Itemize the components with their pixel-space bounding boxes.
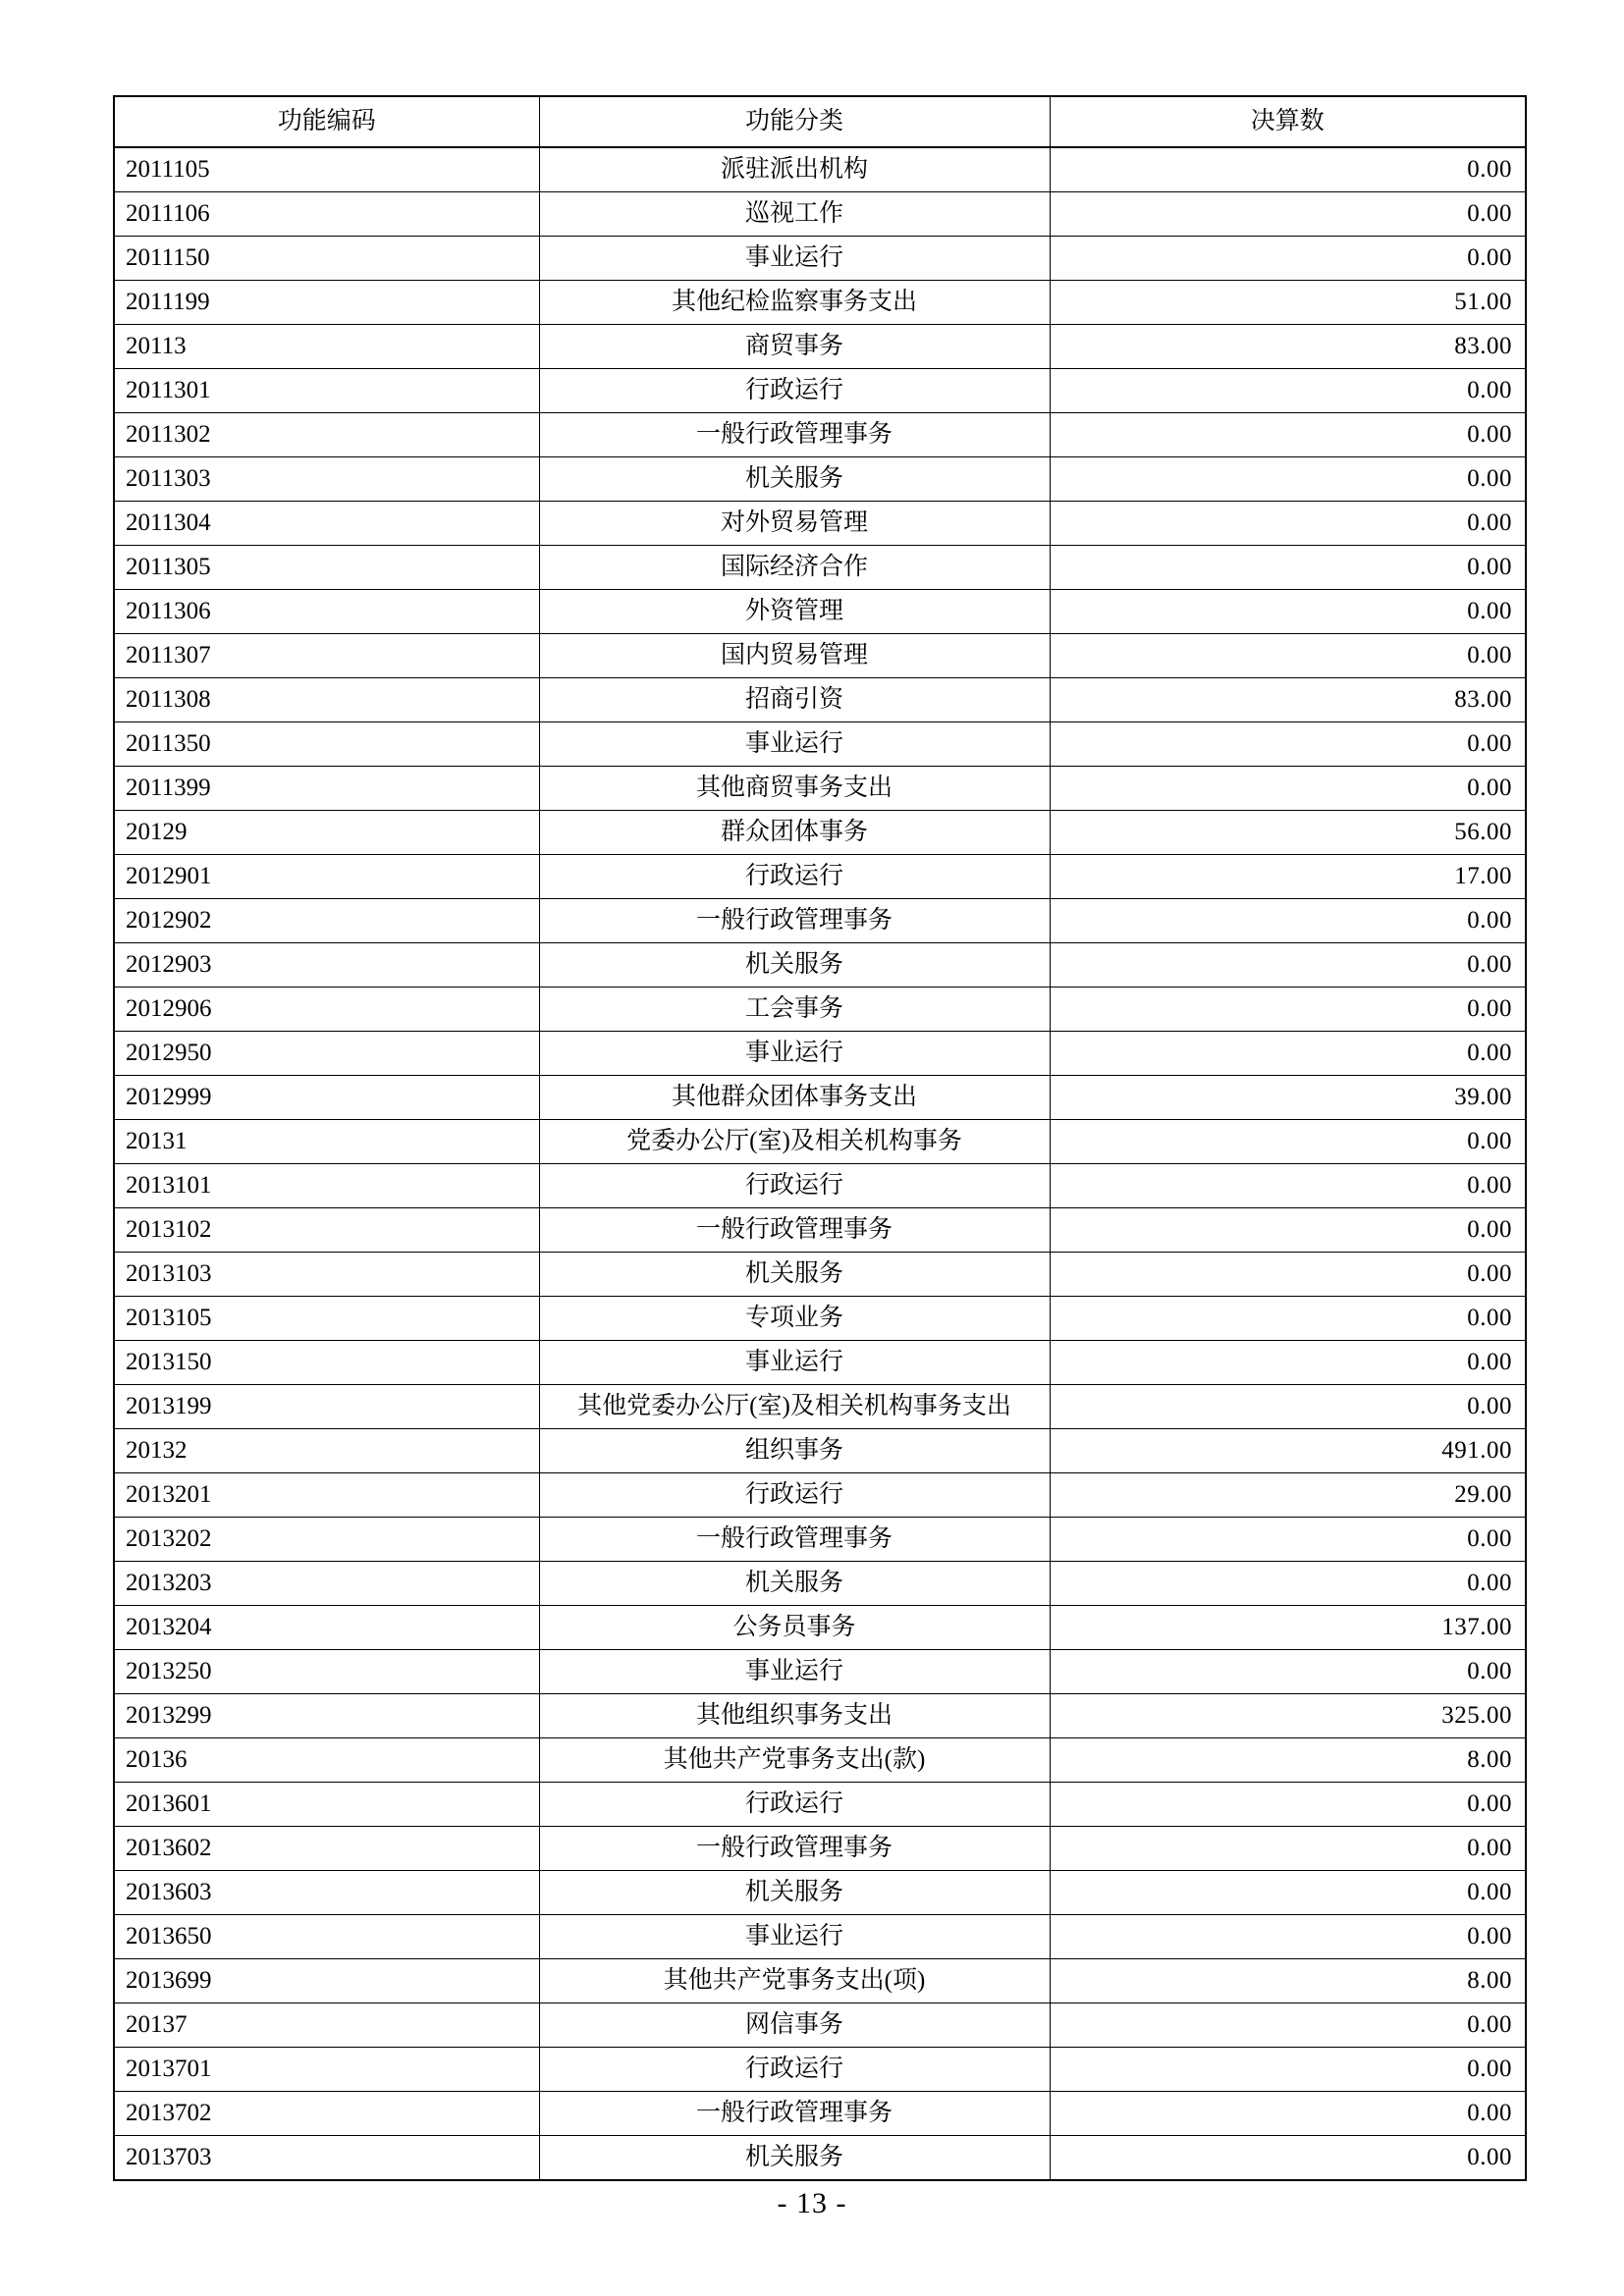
cell-function-name: 事业运行 bbox=[539, 1915, 1050, 1959]
cell-function-code: 2012901 bbox=[114, 855, 539, 899]
cell-final-amount: 0.00 bbox=[1050, 767, 1526, 811]
cell-function-code: 2013603 bbox=[114, 1871, 539, 1915]
cell-final-amount: 0.00 bbox=[1050, 1871, 1526, 1915]
cell-final-amount: 0.00 bbox=[1050, 147, 1526, 192]
cell-final-amount: 0.00 bbox=[1050, 988, 1526, 1032]
cell-final-amount: 0.00 bbox=[1050, 457, 1526, 502]
cell-function-code: 2011305 bbox=[114, 546, 539, 590]
cell-final-amount: 51.00 bbox=[1050, 281, 1526, 325]
cell-function-name: 其他组织事务支出 bbox=[539, 1694, 1050, 1738]
cell-function-name: 其他商贸事务支出 bbox=[539, 767, 1050, 811]
table-row bbox=[114, 2092, 1526, 2136]
cell-function-code: 2013703 bbox=[114, 2136, 539, 2181]
cell-function-name: 其他群众团体事务支出 bbox=[539, 1076, 1050, 1120]
table-row bbox=[114, 1562, 1526, 1606]
cell-final-amount: 0.00 bbox=[1050, 1518, 1526, 1562]
table-row bbox=[114, 1297, 1526, 1341]
table-row bbox=[114, 899, 1526, 943]
cell-function-code: 20131 bbox=[114, 1120, 539, 1164]
cell-function-code: 2013102 bbox=[114, 1208, 539, 1253]
cell-final-amount: 0.00 bbox=[1050, 1915, 1526, 1959]
cell-final-amount: 0.00 bbox=[1050, 1120, 1526, 1164]
cell-final-amount: 0.00 bbox=[1050, 2048, 1526, 2092]
cell-function-name: 其他共产党事务支出(款) bbox=[539, 1738, 1050, 1783]
cell-function-code: 2011150 bbox=[114, 237, 539, 281]
cell-final-amount: 0.00 bbox=[1050, 1208, 1526, 1253]
cell-final-amount: 0.00 bbox=[1050, 546, 1526, 590]
cell-function-name: 行政运行 bbox=[539, 1164, 1050, 1208]
table-row bbox=[114, 1959, 1526, 2003]
cell-function-name: 行政运行 bbox=[539, 1783, 1050, 1827]
cell-function-name: 行政运行 bbox=[539, 369, 1050, 413]
table-row bbox=[114, 2048, 1526, 2092]
cell-function-code: 2013650 bbox=[114, 1915, 539, 1959]
cell-function-name: 其他党委办公厅(室)及相关机构事务支出 bbox=[539, 1385, 1050, 1429]
cell-function-name: 一般行政管理事务 bbox=[539, 413, 1050, 457]
cell-function-code: 2013699 bbox=[114, 1959, 539, 2003]
cell-function-name: 巡视工作 bbox=[539, 192, 1050, 237]
cell-function-code: 2013602 bbox=[114, 1827, 539, 1871]
cell-function-code: 2012903 bbox=[114, 943, 539, 988]
cell-function-code: 2013250 bbox=[114, 1650, 539, 1694]
cell-function-name: 一般行政管理事务 bbox=[539, 1208, 1050, 1253]
cell-function-code: 2013702 bbox=[114, 2092, 539, 2136]
cell-function-name: 机关服务 bbox=[539, 1562, 1050, 1606]
cell-function-code: 2011304 bbox=[114, 502, 539, 546]
cell-final-amount: 0.00 bbox=[1050, 1032, 1526, 1076]
cell-final-amount: 0.00 bbox=[1050, 369, 1526, 413]
cell-function-name: 一般行政管理事务 bbox=[539, 1827, 1050, 1871]
cell-function-code: 2011306 bbox=[114, 590, 539, 634]
cell-function-name: 国际经济合作 bbox=[539, 546, 1050, 590]
cell-function-code: 2011105 bbox=[114, 147, 539, 192]
cell-final-amount: 0.00 bbox=[1050, 237, 1526, 281]
cell-function-name: 派驻派出机构 bbox=[539, 147, 1050, 192]
cell-function-name: 行政运行 bbox=[539, 2048, 1050, 2092]
cell-function-name: 招商引资 bbox=[539, 678, 1050, 722]
cell-final-amount: 0.00 bbox=[1050, 2136, 1526, 2181]
table-row bbox=[114, 1473, 1526, 1518]
cell-function-code: 2013299 bbox=[114, 1694, 539, 1738]
table-row bbox=[114, 281, 1526, 325]
table-row bbox=[114, 192, 1526, 237]
cell-function-name: 组织事务 bbox=[539, 1429, 1050, 1473]
cell-function-name: 群众团体事务 bbox=[539, 811, 1050, 855]
table-row bbox=[114, 1032, 1526, 1076]
table-row bbox=[114, 811, 1526, 855]
table-header bbox=[114, 96, 1526, 147]
table-row bbox=[114, 1120, 1526, 1164]
cell-final-amount: 0.00 bbox=[1050, 1164, 1526, 1208]
table-body bbox=[114, 147, 1526, 2180]
table-row bbox=[114, 502, 1526, 546]
cell-final-amount: 0.00 bbox=[1050, 899, 1526, 943]
table-row bbox=[114, 369, 1526, 413]
table-row bbox=[114, 722, 1526, 767]
cell-function-name: 事业运行 bbox=[539, 1032, 1050, 1076]
cell-final-amount: 0.00 bbox=[1050, 1385, 1526, 1429]
cell-function-code: 2011302 bbox=[114, 413, 539, 457]
cell-function-code: 20136 bbox=[114, 1738, 539, 1783]
cell-function-name: 工会事务 bbox=[539, 988, 1050, 1032]
cell-final-amount: 83.00 bbox=[1050, 325, 1526, 369]
cell-function-code: 2011350 bbox=[114, 722, 539, 767]
table-row bbox=[114, 147, 1526, 192]
budget-table bbox=[113, 95, 1527, 2181]
table-row bbox=[114, 1208, 1526, 1253]
table-row bbox=[114, 237, 1526, 281]
cell-function-code: 2011399 bbox=[114, 767, 539, 811]
cell-function-name: 商贸事务 bbox=[539, 325, 1050, 369]
table-row bbox=[114, 1341, 1526, 1385]
cell-final-amount: 137.00 bbox=[1050, 1606, 1526, 1650]
table-row bbox=[114, 1518, 1526, 1562]
table-row bbox=[114, 1650, 1526, 1694]
cell-function-name: 一般行政管理事务 bbox=[539, 1518, 1050, 1562]
table-row bbox=[114, 413, 1526, 457]
cell-function-code: 2013203 bbox=[114, 1562, 539, 1606]
cell-function-code: 2013150 bbox=[114, 1341, 539, 1385]
cell-function-code: 20132 bbox=[114, 1429, 539, 1473]
table-row bbox=[114, 457, 1526, 502]
cell-function-name: 机关服务 bbox=[539, 2136, 1050, 2181]
cell-function-code: 2011303 bbox=[114, 457, 539, 502]
cell-function-name: 专项业务 bbox=[539, 1297, 1050, 1341]
table-row bbox=[114, 1915, 1526, 1959]
cell-function-code: 2013201 bbox=[114, 1473, 539, 1518]
table-row bbox=[114, 1164, 1526, 1208]
table-row bbox=[114, 1253, 1526, 1297]
cell-function-code: 20137 bbox=[114, 2003, 539, 2048]
table-row bbox=[114, 634, 1526, 678]
column-header-name: 功能分类 bbox=[539, 96, 1050, 147]
cell-final-amount: 29.00 bbox=[1050, 1473, 1526, 1518]
table-row bbox=[114, 1694, 1526, 1738]
table-row bbox=[114, 2003, 1526, 2048]
cell-final-amount: 0.00 bbox=[1050, 2003, 1526, 2048]
cell-function-code: 2012999 bbox=[114, 1076, 539, 1120]
cell-final-amount: 0.00 bbox=[1050, 1253, 1526, 1297]
cell-function-name: 网信事务 bbox=[539, 2003, 1050, 2048]
table-row bbox=[114, 855, 1526, 899]
table-row bbox=[114, 590, 1526, 634]
cell-final-amount: 325.00 bbox=[1050, 1694, 1526, 1738]
cell-function-code: 2011199 bbox=[114, 281, 539, 325]
cell-final-amount: 491.00 bbox=[1050, 1429, 1526, 1473]
column-header-code: 功能编码 bbox=[114, 96, 539, 147]
cell-function-code: 2013204 bbox=[114, 1606, 539, 1650]
cell-function-name: 行政运行 bbox=[539, 1473, 1050, 1518]
cell-final-amount: 17.00 bbox=[1050, 855, 1526, 899]
cell-function-code: 2013105 bbox=[114, 1297, 539, 1341]
cell-function-code: 2013701 bbox=[114, 2048, 539, 2092]
table-row bbox=[114, 1827, 1526, 1871]
cell-function-code: 2013601 bbox=[114, 1783, 539, 1827]
table-row bbox=[114, 767, 1526, 811]
cell-function-name: 党委办公厅(室)及相关机构事务 bbox=[539, 1120, 1050, 1164]
cell-final-amount: 0.00 bbox=[1050, 943, 1526, 988]
cell-function-name: 国内贸易管理 bbox=[539, 634, 1050, 678]
cell-function-name: 事业运行 bbox=[539, 1341, 1050, 1385]
cell-function-name: 对外贸易管理 bbox=[539, 502, 1050, 546]
table-row bbox=[114, 546, 1526, 590]
table-header-row bbox=[114, 96, 1526, 147]
cell-final-amount: 8.00 bbox=[1050, 1738, 1526, 1783]
cell-final-amount: 0.00 bbox=[1050, 502, 1526, 546]
budget-table-container bbox=[113, 95, 1525, 2181]
cell-function-code: 2013199 bbox=[114, 1385, 539, 1429]
table-row bbox=[114, 325, 1526, 369]
cell-final-amount: 0.00 bbox=[1050, 1827, 1526, 1871]
cell-final-amount: 0.00 bbox=[1050, 722, 1526, 767]
table-row bbox=[114, 2136, 1526, 2181]
cell-function-name: 机关服务 bbox=[539, 943, 1050, 988]
cell-final-amount: 0.00 bbox=[1050, 590, 1526, 634]
cell-final-amount: 0.00 bbox=[1050, 413, 1526, 457]
cell-final-amount: 8.00 bbox=[1050, 1959, 1526, 2003]
table-row bbox=[114, 988, 1526, 1032]
cell-function-name: 其他纪检监察事务支出 bbox=[539, 281, 1050, 325]
cell-final-amount: 0.00 bbox=[1050, 192, 1526, 237]
table-row bbox=[114, 1783, 1526, 1827]
cell-final-amount: 56.00 bbox=[1050, 811, 1526, 855]
cell-function-name: 公务员事务 bbox=[539, 1606, 1050, 1650]
cell-final-amount: 0.00 bbox=[1050, 1341, 1526, 1385]
cell-function-code: 2013103 bbox=[114, 1253, 539, 1297]
cell-final-amount: 0.00 bbox=[1050, 1783, 1526, 1827]
cell-function-code: 2011301 bbox=[114, 369, 539, 413]
cell-function-name: 机关服务 bbox=[539, 1253, 1050, 1297]
cell-function-code: 2013202 bbox=[114, 1518, 539, 1562]
table-row bbox=[114, 1738, 1526, 1783]
cell-final-amount: 0.00 bbox=[1050, 1650, 1526, 1694]
table-row bbox=[114, 1871, 1526, 1915]
cell-function-name: 一般行政管理事务 bbox=[539, 2092, 1050, 2136]
cell-function-name: 其他共产党事务支出(项) bbox=[539, 1959, 1050, 2003]
cell-function-code: 2011106 bbox=[114, 192, 539, 237]
cell-function-name: 机关服务 bbox=[539, 457, 1050, 502]
cell-function-code: 2012902 bbox=[114, 899, 539, 943]
table-row bbox=[114, 1385, 1526, 1429]
cell-function-code: 2012950 bbox=[114, 1032, 539, 1076]
page-number: - 13 - bbox=[777, 2187, 847, 2219]
cell-function-name: 事业运行 bbox=[539, 1650, 1050, 1694]
cell-final-amount: 0.00 bbox=[1050, 1297, 1526, 1341]
table-row bbox=[114, 943, 1526, 988]
table-row bbox=[114, 1606, 1526, 1650]
cell-final-amount: 83.00 bbox=[1050, 678, 1526, 722]
cell-function-code: 20129 bbox=[114, 811, 539, 855]
cell-function-name: 事业运行 bbox=[539, 237, 1050, 281]
cell-final-amount: 39.00 bbox=[1050, 1076, 1526, 1120]
table-row bbox=[114, 1076, 1526, 1120]
cell-function-code: 2013101 bbox=[114, 1164, 539, 1208]
cell-function-name: 机关服务 bbox=[539, 1871, 1050, 1915]
cell-function-code: 20113 bbox=[114, 325, 539, 369]
cell-function-code: 2012906 bbox=[114, 988, 539, 1032]
cell-function-code: 2011307 bbox=[114, 634, 539, 678]
cell-function-name: 行政运行 bbox=[539, 855, 1050, 899]
cell-final-amount: 0.00 bbox=[1050, 2092, 1526, 2136]
cell-final-amount: 0.00 bbox=[1050, 634, 1526, 678]
cell-function-name: 外资管理 bbox=[539, 590, 1050, 634]
cell-function-name: 事业运行 bbox=[539, 722, 1050, 767]
cell-function-code: 2011308 bbox=[114, 678, 539, 722]
table-row bbox=[114, 678, 1526, 722]
cell-final-amount: 0.00 bbox=[1050, 1562, 1526, 1606]
cell-function-name: 一般行政管理事务 bbox=[539, 899, 1050, 943]
column-header-amount: 决算数 bbox=[1050, 96, 1526, 147]
table-row bbox=[114, 1429, 1526, 1473]
